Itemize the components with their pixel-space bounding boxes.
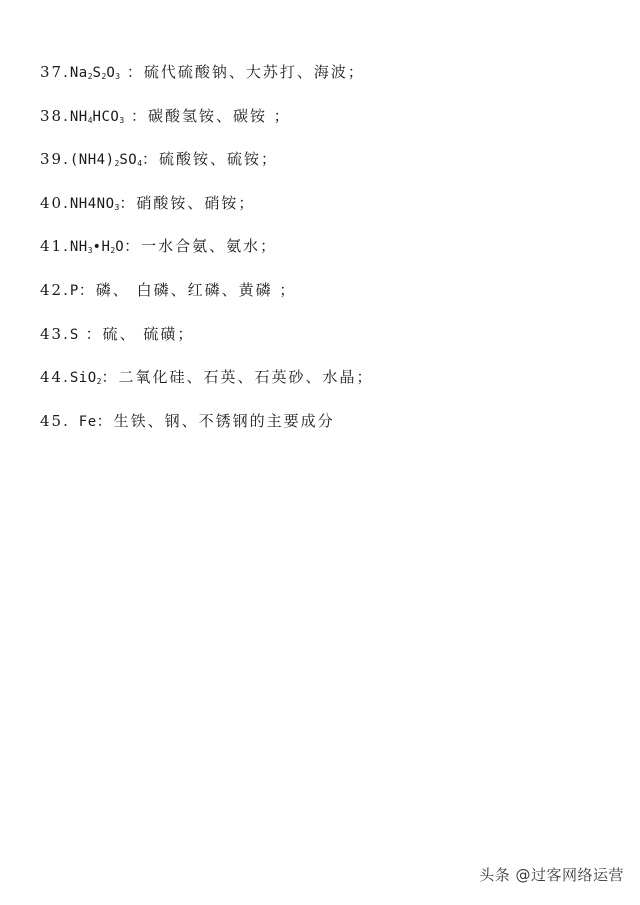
- item-text: ：生铁、钢、不锈钢的主要成分: [96, 411, 335, 430]
- item-number: 44.: [40, 368, 70, 387]
- item-text: ：磷、 白磷、红磷、黄磷 ；: [78, 280, 297, 299]
- item-text: ：硫、 硫磺；: [78, 324, 195, 343]
- formula-subscript: 3: [87, 246, 93, 256]
- item-text: ：碳酸氢铵、碳铵 ；: [124, 106, 291, 125]
- formula-subscript: 3: [119, 115, 125, 125]
- item-number: 45.: [40, 411, 70, 430]
- list-item: [40, 189, 600, 233]
- formula-subscript: 2: [87, 72, 93, 81]
- chemical-formula: S: [69, 326, 79, 343]
- list-item: [40, 145, 600, 189]
- item-number: 42.: [40, 280, 70, 299]
- item-text: ：硫代硫酸钠、大苏打、海波；: [120, 63, 365, 81]
- item-number: 40.: [40, 193, 70, 212]
- item-number: 38.: [40, 106, 70, 125]
- item-number: 39.: [40, 150, 70, 169]
- list-item: [40, 232, 600, 276]
- chemical-formula: $NH_3•H_2O$: [69, 239, 125, 256]
- list-item: [40, 363, 600, 407]
- document-body: [40, 58, 600, 450]
- chemical-formula: $NH4NO_3$: [69, 195, 120, 212]
- item-text: ：硝酸铵、硝铵；: [119, 193, 256, 212]
- item-number: 43.: [40, 324, 70, 343]
- formula-subscript: 3: [115, 72, 121, 81]
- chemical-formula: $NH_4HCO_3$: [69, 108, 125, 125]
- list-item: [40, 320, 600, 364]
- list-item: [40, 102, 600, 146]
- item-text: ：二氧化硅、石英、石英砂、水晶；: [101, 368, 374, 387]
- item-number: 37.: [40, 63, 70, 81]
- formula-subscript: 2: [101, 72, 107, 81]
- list-item: [40, 276, 600, 320]
- item-text: ：一水合氨、氨水；: [124, 237, 278, 256]
- item-number: 41.: [40, 237, 70, 256]
- formula-subscript: 2: [114, 159, 120, 169]
- chemical-formula: $Na_2S_2O_3$: [69, 65, 121, 81]
- chemical-formula: P: [69, 282, 79, 299]
- list-item: [40, 58, 600, 102]
- chemical-formula: SiO$_2$: [69, 370, 102, 387]
- chemical-formula: Fe: [69, 413, 97, 430]
- formula-subscript: 2: [96, 377, 102, 387]
- formula-subscript: 4: [137, 159, 143, 169]
- formula-subscript: 3: [114, 202, 120, 212]
- list-item: [40, 407, 600, 451]
- formula-subscript: 4: [87, 115, 93, 125]
- watermark-label: 头条 @过客网络运营: [479, 866, 624, 884]
- item-text: ：硫酸铵、硫铵；: [142, 150, 279, 169]
- chemical-formula: $(NH4)_2SO_4$: [69, 152, 143, 169]
- formula-subscript: 2: [110, 246, 116, 256]
